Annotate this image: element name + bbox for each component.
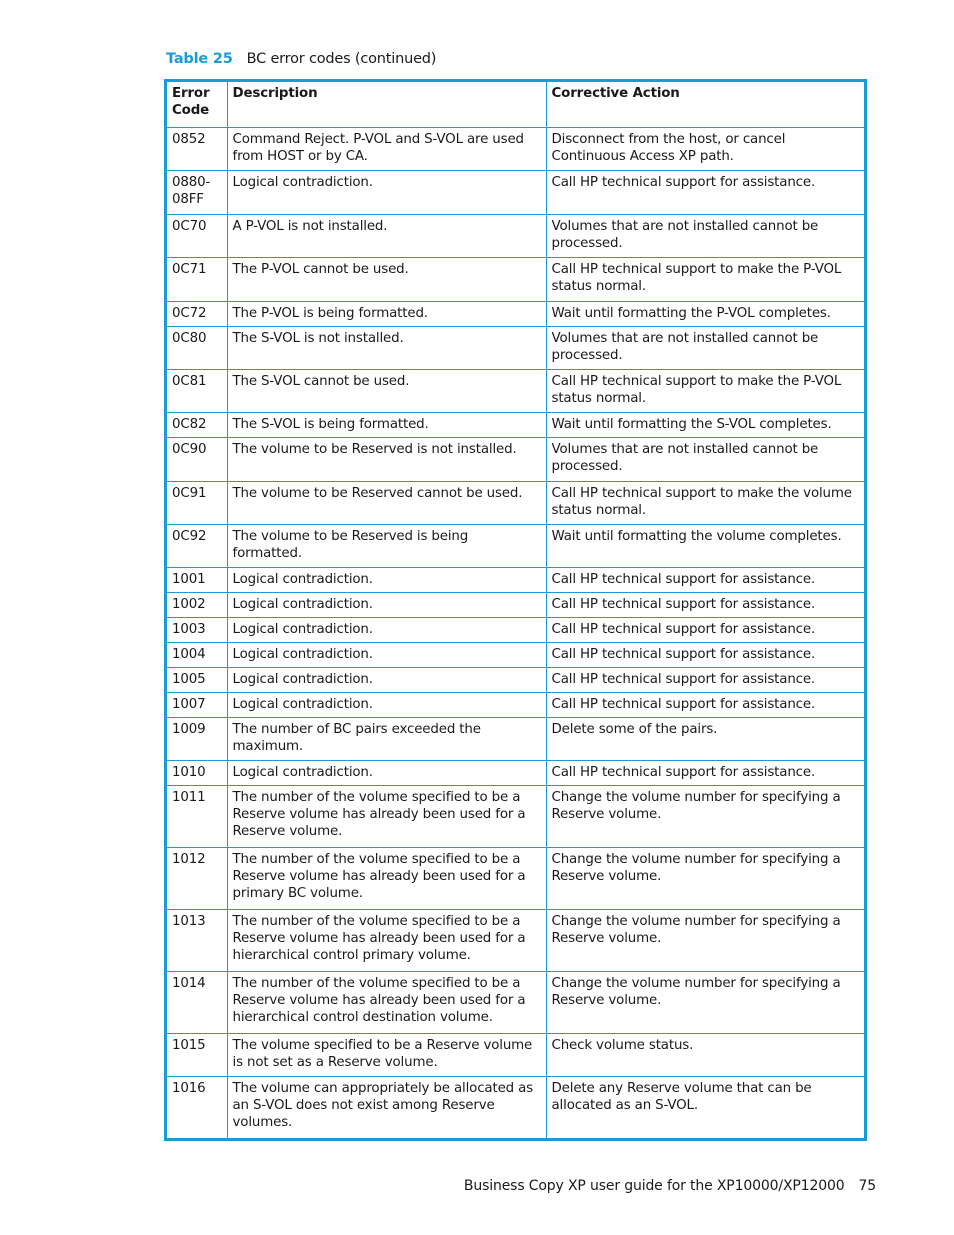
error-code-cell: 1011 [167,786,227,848]
corrective-action-cell: Check volume status. [546,1033,864,1076]
description-cell: The number of BC pairs exceeded the maximum. [227,718,546,761]
description-cell: The number of the volume specified to be a Reserve volume has already been used for a hierarchical control destination volume. [227,971,546,1033]
corrective-action-cell: Wait until formatting the P-VOL completes. [546,301,864,326]
error-code-cell: 1016 [167,1077,227,1138]
corrective-action-cell: Call HP technical support to make the volume status normal. [546,481,864,524]
corrective-action-cell: Disconnect from the host, or cancel Continuous Access XP path. [546,128,864,171]
corrective-action-cell: Wait until formatting the volume completes. [546,525,864,568]
table-row [167,971,864,1033]
corrective-action-cell: Call HP technical support for assistance. [546,618,864,643]
description-cell: Logical contradiction. [227,761,546,786]
corrective-action-cell: Delete some of the pairs. [546,718,864,761]
description-cell: Logical contradiction. [227,693,546,718]
table-row [167,786,864,848]
table-row [167,1077,864,1138]
table-row [167,481,864,524]
table-row [167,668,864,693]
corrective-action-cell: Call HP technical support for assistance. [546,761,864,786]
table-row [167,693,864,718]
table-row [167,171,864,214]
error-code-cell: 1010 [167,761,227,786]
error-codes-table [167,82,864,1138]
table-row [167,1033,864,1076]
description-cell: The number of the volume specified to be a Reserve volume has already been used for a primary BC volume. [227,848,546,910]
description-cell: The volume to be Reserved cannot be used. [227,481,546,524]
table-row [167,413,864,438]
corrective-action-cell: Call HP technical support for assistance. [546,171,864,214]
corrective-action-cell: Volumes that are not installed cannot be processed. [546,326,864,369]
error-code-cell: 0C92 [167,525,227,568]
table-body [167,128,864,1139]
corrective-action-cell: Call HP technical support for assistance. [546,643,864,668]
table-row [167,848,864,910]
error-code-cell: 1007 [167,693,227,718]
table-header-row [167,82,864,128]
table-row [167,761,864,786]
description-cell: Logical contradiction. [227,618,546,643]
description-cell: Command Reject. P-VOL and S-VOL are used from HOST or by CA. [227,128,546,171]
error-code-cell: 0C90 [167,438,227,481]
error-code-cell: 1005 [167,668,227,693]
description-cell: The volume can appropriately be allocated as an S-VOL does not exist among Reserve volumes. [227,1077,546,1138]
error-code-cell: 0C70 [167,214,227,257]
table-row [167,369,864,412]
error-code-cell: 1015 [167,1033,227,1076]
error-code-cell: 1013 [167,910,227,972]
error-code-cell: 0C81 [167,369,227,412]
corrective-action-cell: Change the volume number for specifying a Reserve volume. [546,848,864,910]
table-row [167,718,864,761]
description-cell: The number of the volume specified to be a Reserve volume has already been used for a Reserve volume. [227,786,546,848]
error-code-cell: 0852 [167,128,227,171]
corrective-action-cell: Wait until formatting the S-VOL completes. [546,413,864,438]
error-code-cell: 0C72 [167,301,227,326]
table-row [167,258,864,301]
page-number: 75 [858,1178,876,1194]
table-row [167,910,864,972]
corrective-action-cell: Call HP technical support for assistance. [546,693,864,718]
table-row [167,214,864,257]
footer-document-title: Business Copy XP user guide for the XP10000/XP12000 [463,1178,845,1194]
header-error-code: Error Code [167,82,227,128]
error-code-cell: 1002 [167,593,227,618]
description-cell: Logical contradiction. [227,643,546,668]
corrective-action-cell: Call HP technical support to make the P-VOL status normal. [546,369,864,412]
description-cell: The P-VOL cannot be used. [227,258,546,301]
error-code-cell: 1003 [167,618,227,643]
error-code-cell: 0C80 [167,326,227,369]
table-number-label: Table 25 [166,51,233,67]
table-row [167,618,864,643]
error-code-cell: 1001 [167,568,227,593]
error-code-cell: 0C82 [167,413,227,438]
corrective-action-cell: Call HP technical support for assistance. [546,593,864,618]
description-cell: The S-VOL is not installed. [227,326,546,369]
table-row [167,438,864,481]
page-footer [464,1178,876,1194]
table-row [167,128,864,171]
corrective-action-cell: Call HP technical support for assistance. [546,568,864,593]
description-cell: The P-VOL is being formatted. [227,301,546,326]
table-row [167,525,864,568]
description-cell: Logical contradiction. [227,668,546,693]
description-cell: The volume to be Reserved is being formatted. [227,525,546,568]
error-code-cell: 0880-08FF [167,171,227,214]
description-cell: A P-VOL is not installed. [227,214,546,257]
corrective-action-cell: Volumes that are not installed cannot be processed. [546,438,864,481]
error-code-cell: 1009 [167,718,227,761]
corrective-action-cell: Change the volume number for specifying a Reserve volume. [546,786,864,848]
error-code-cell: 0C91 [167,481,227,524]
description-cell: The volume specified to be a Reserve volume is not set as a Reserve volume. [227,1033,546,1076]
corrective-action-cell: Delete any Reserve volume that can be allocated as an S-VOL. [546,1077,864,1138]
corrective-action-cell: Call HP technical support for assistance. [546,668,864,693]
error-code-cell: 1014 [167,971,227,1033]
description-cell: Logical contradiction. [227,593,546,618]
header-description: Description [227,82,546,128]
table-row [167,593,864,618]
table-caption [166,51,436,67]
corrective-action-cell: Change the volume number for specifying a Reserve volume. [546,971,864,1033]
error-code-cell: 1012 [167,848,227,910]
table-row [167,301,864,326]
description-cell: The S-VOL is being formatted. [227,413,546,438]
table-row [167,568,864,593]
description-cell: Logical contradiction. [227,568,546,593]
header-corrective-action: Corrective Action [546,82,864,128]
description-cell: Logical contradiction. [227,171,546,214]
corrective-action-cell: Change the volume number for specifying a Reserve volume. [546,910,864,972]
error-codes-table-frame [164,79,867,1141]
description-cell: The S-VOL cannot be used. [227,369,546,412]
table-title: BC error codes (continued) [246,51,437,67]
table-row [167,326,864,369]
description-cell: The volume to be Reserved is not installed. [227,438,546,481]
corrective-action-cell: Call HP technical support to make the P-VOL status normal. [546,258,864,301]
error-code-cell: 1004 [167,643,227,668]
table-row [167,643,864,668]
error-code-cell: 0C71 [167,258,227,301]
description-cell: The number of the volume specified to be a Reserve volume has already been used for a hierarchical control primary volume. [227,910,546,972]
corrective-action-cell: Volumes that are not installed cannot be processed. [546,214,864,257]
